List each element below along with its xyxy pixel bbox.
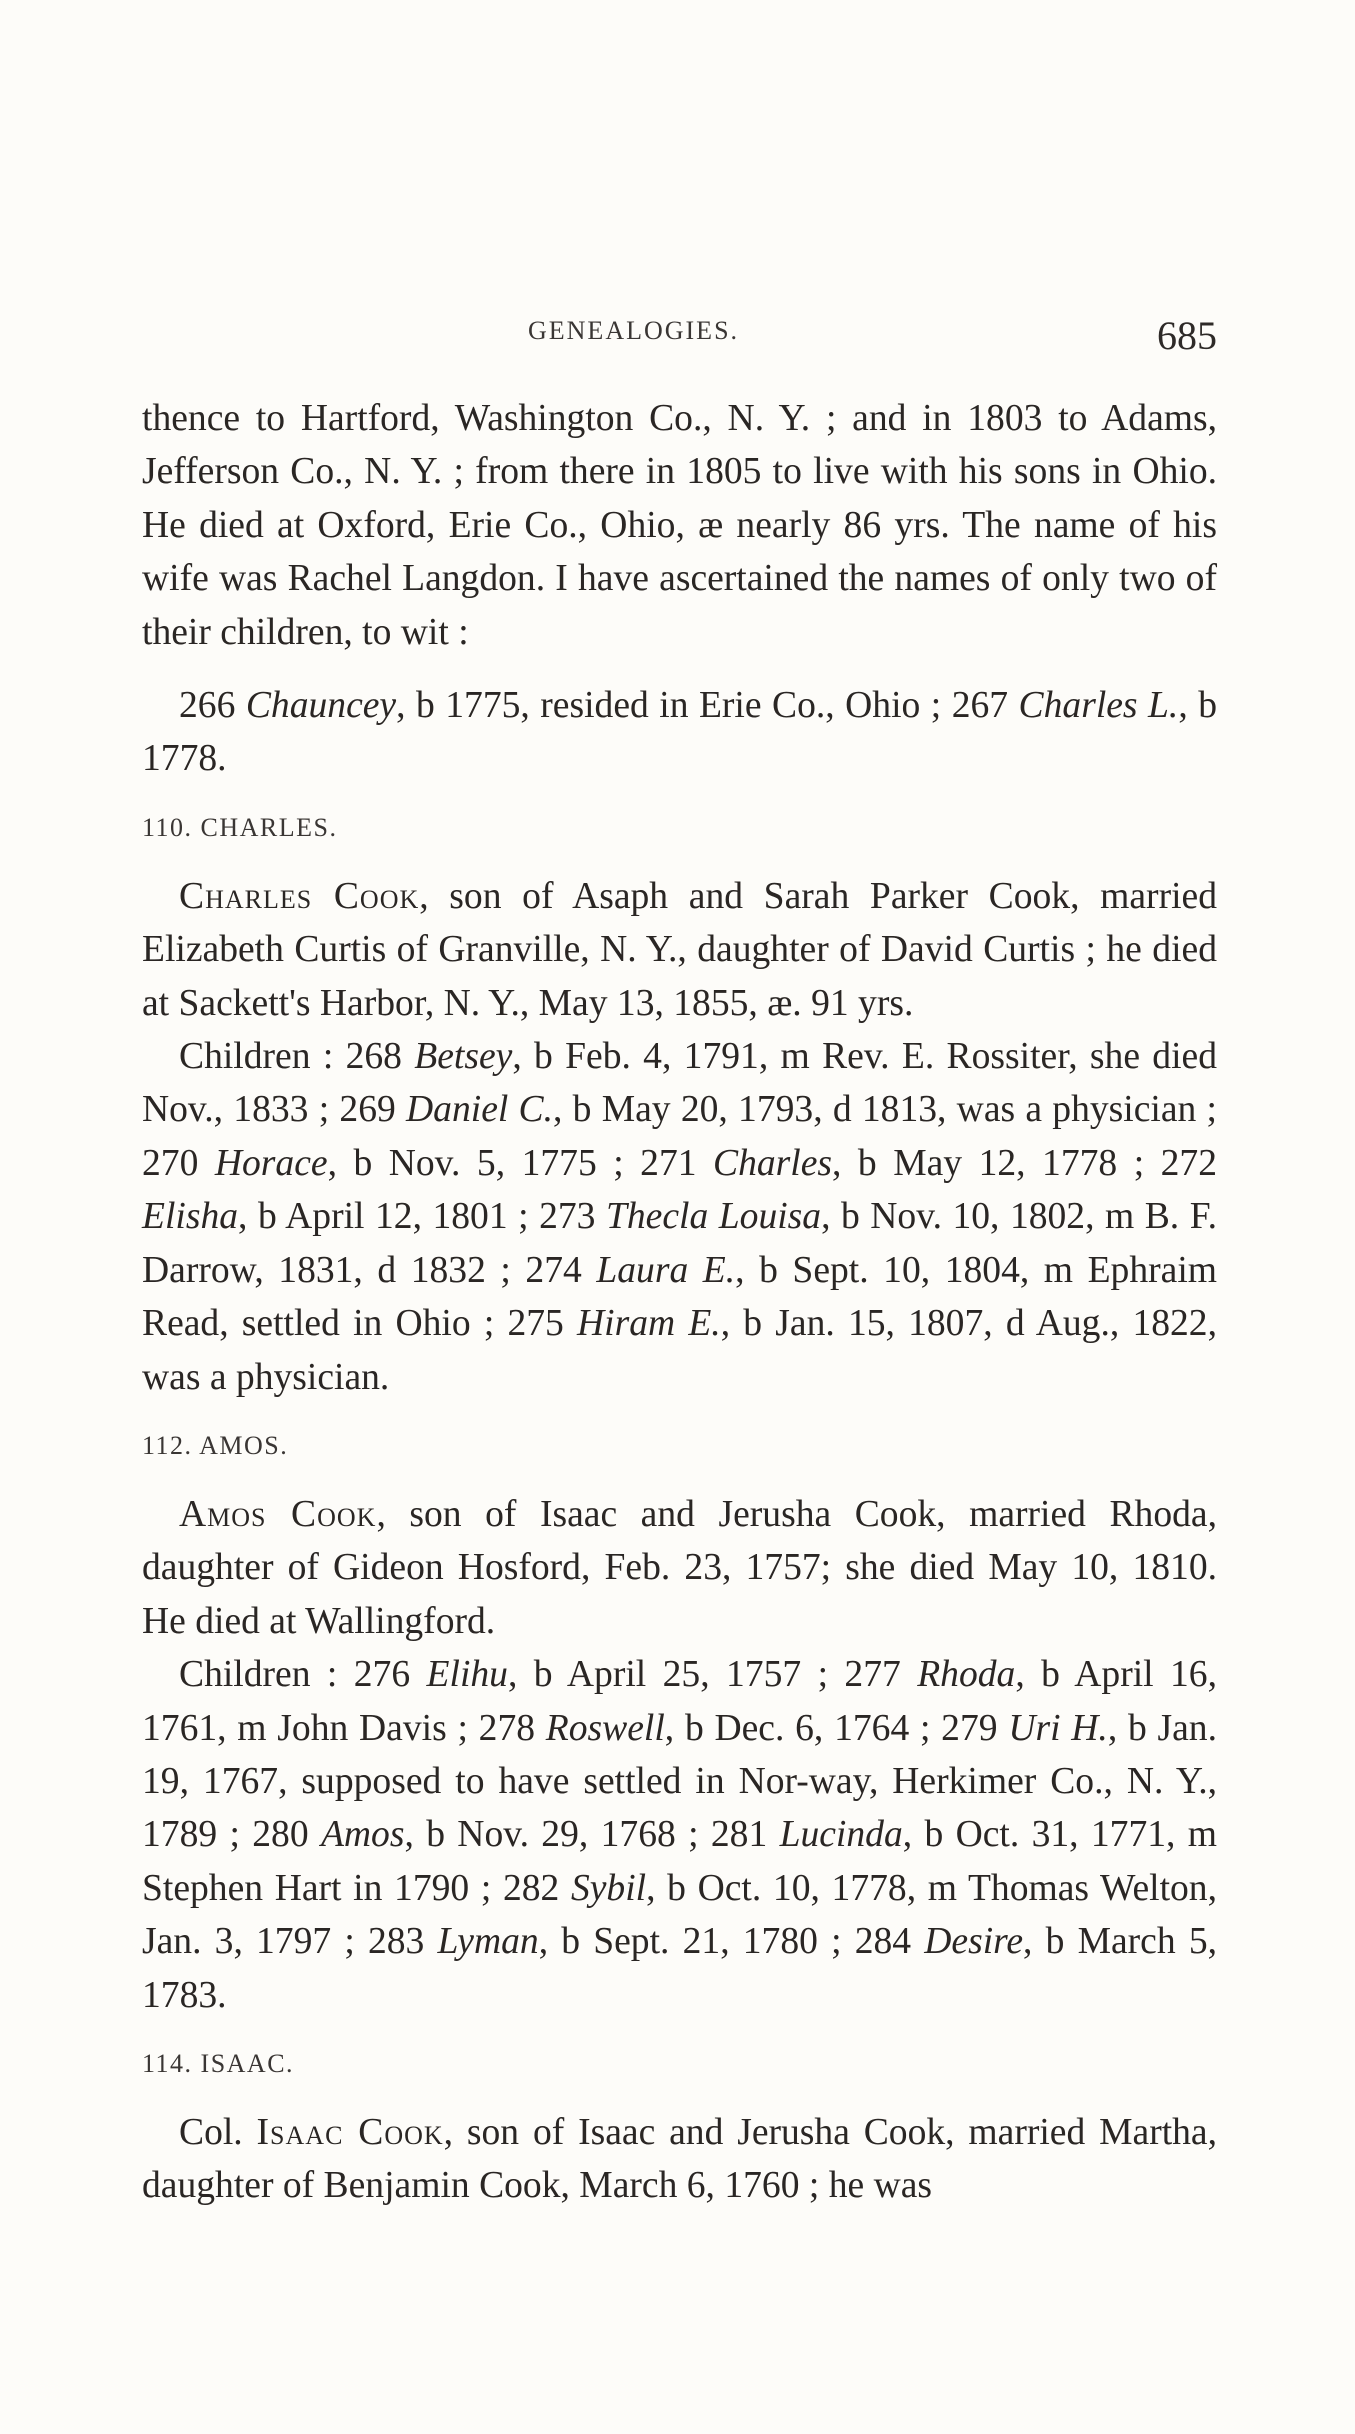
text-run: , b Nov. 5, 1775 ; 271 (327, 1142, 714, 1184)
person-name-lead: Isaac Cook (256, 2111, 444, 2153)
child-name: Rhoda (917, 1654, 1016, 1696)
paragraph-charles-cook (142, 870, 1217, 1030)
paragraph-children-266 (142, 679, 1217, 786)
paragraph-text: , son of Isaac and Jerusha Cook, married Martha, daughter of Benjamin Cook, March 6, 1760 ; he was (142, 2111, 1218, 2207)
paragraph-isaac-cook (142, 2106, 1217, 2213)
paragraph-amos-cook (142, 1488, 1217, 1648)
text-run: , b Feb. 4, 1791, m Rev. E. Rossiter, she died Nov., 1833 ; 269 (142, 1036, 1218, 1131)
child-name: Desire (924, 1921, 1024, 1963)
section-heading-114: 114. ISAAC. (142, 2048, 295, 2078)
child-name: Elihu (426, 1654, 508, 1696)
child-name: Thecla Louisa (605, 1196, 822, 1238)
text-run: 266 (179, 685, 246, 727)
text-run: , b March 5, 1783. (142, 1921, 1218, 2016)
child-name: Sybil (570, 1867, 647, 1909)
text-run: , b Sept. 21, 1780 ; 284 (538, 1921, 925, 1963)
text-run: , b Oct. 31, 1771, m Stephen Hart in 1790 ; 282 (142, 1814, 1217, 1909)
person-name-lead: Amos Cook (179, 1493, 377, 1535)
text-run: , b Sept. 10, 1804, m Ephraim Read, settled in Ohio ; 275 (142, 1249, 1217, 1345)
text-run: , b Oct. 10, 1778, m Thomas Welton, Jan. 3, 1797 ; 283 (142, 1867, 1217, 1963)
child-name: Lyman (437, 1921, 539, 1963)
child-name: Charles (713, 1142, 833, 1184)
child-name: Laura E. (596, 1249, 736, 1291)
child-name: Elisha (142, 1196, 239, 1238)
running-title: GENEALOGIES. (528, 316, 740, 345)
text-run: , b May 12, 1778 ; 272 (832, 1142, 1218, 1184)
child-name: Roswell (545, 1707, 665, 1749)
text-run: , b 1778. (142, 685, 1217, 780)
text-run: , b Nov. 29, 1768 ; 281 (404, 1814, 780, 1856)
child-name: Daniel C. (406, 1089, 554, 1131)
child-name: Betsey (414, 1036, 513, 1078)
child-name: Lucinda (779, 1814, 903, 1856)
text-run: , b 1775, resided in Erie Co., Ohio ; 267 (396, 685, 1019, 727)
page-number: 685 (1157, 313, 1217, 358)
child-name: Charles L. (1018, 685, 1179, 727)
page-body (142, 392, 1217, 2213)
person-name-lead: Charles Cook (179, 875, 420, 917)
text-run: , b April 16, 1761, m John Davis ; 278 (142, 1654, 1217, 1749)
honorific: Col. (179, 2111, 257, 2153)
paragraph-text: , son of Asaph and Sarah Parker Cook, married Elizabeth Curtis of Granville, N. Y., daughter of David Curtis ; he died at Sackett's Harbor, N. Y., May 13, 1855, æ. 91 yrs. (142, 875, 1217, 1024)
paragraph-text: , son of Isaac and Jerusha Cook, married Rhoda, daughter of Gideon Hosford, Feb. 23, 1757; she died May 10, 1810. He died at Wallingford. (142, 1493, 1217, 1642)
text-run: , b April 25, 1757 ; 277 (507, 1654, 918, 1696)
text-run: Children : 276 (179, 1654, 427, 1696)
text-run: , b April 12, 1801 ; 273 (238, 1196, 606, 1238)
section-heading-110: 110. CHARLES. (142, 812, 338, 842)
text-run: , b Jan. 19, 1767, supposed to have settled in Nor-way, Herkimer Co., N. Y., 1789 ; 280 (142, 1707, 1217, 1856)
child-name: Uri H. (1008, 1707, 1108, 1749)
child-name: Amos (320, 1814, 405, 1856)
text-run: , b May 20, 1793, d 1813, was a physician ; 270 (142, 1089, 1217, 1184)
paragraph-children-112 (142, 1648, 1217, 2022)
paragraph-continued (142, 392, 1217, 659)
paragraph-text: thence to Hartford, Washington Co., N. Y. ; and in 1803 to Adams, Jefferson Co., N. Y. ; from there in 1805 to live with his sons in Ohio. He died at Oxford, Erie Co., Ohio, æ nearly 86 yrs. The name of his wife was Rachel Langdon. I have ascertained the names of only two of their children, to wit : (142, 398, 1217, 653)
child-name: Chauncey (245, 685, 397, 727)
text-run: , b Dec. 6, 1764 ; 279 (664, 1707, 1009, 1749)
child-name: Hiram E. (577, 1303, 721, 1345)
text-run: , b Nov. 10, 1802, m B. F. Darrow, 1831, d 1832 ; 274 (142, 1196, 1217, 1291)
text-run: , b Jan. 15, 1807, d Aug., 1822, was a physician. (142, 1303, 1217, 1398)
paragraph-children-110 (142, 1030, 1217, 1404)
text-run: Children : 268 (179, 1036, 415, 1078)
section-heading-112: 112. AMOS. (142, 1430, 289, 1460)
running-head (0, 312, 1355, 362)
child-name: Horace (214, 1142, 328, 1184)
